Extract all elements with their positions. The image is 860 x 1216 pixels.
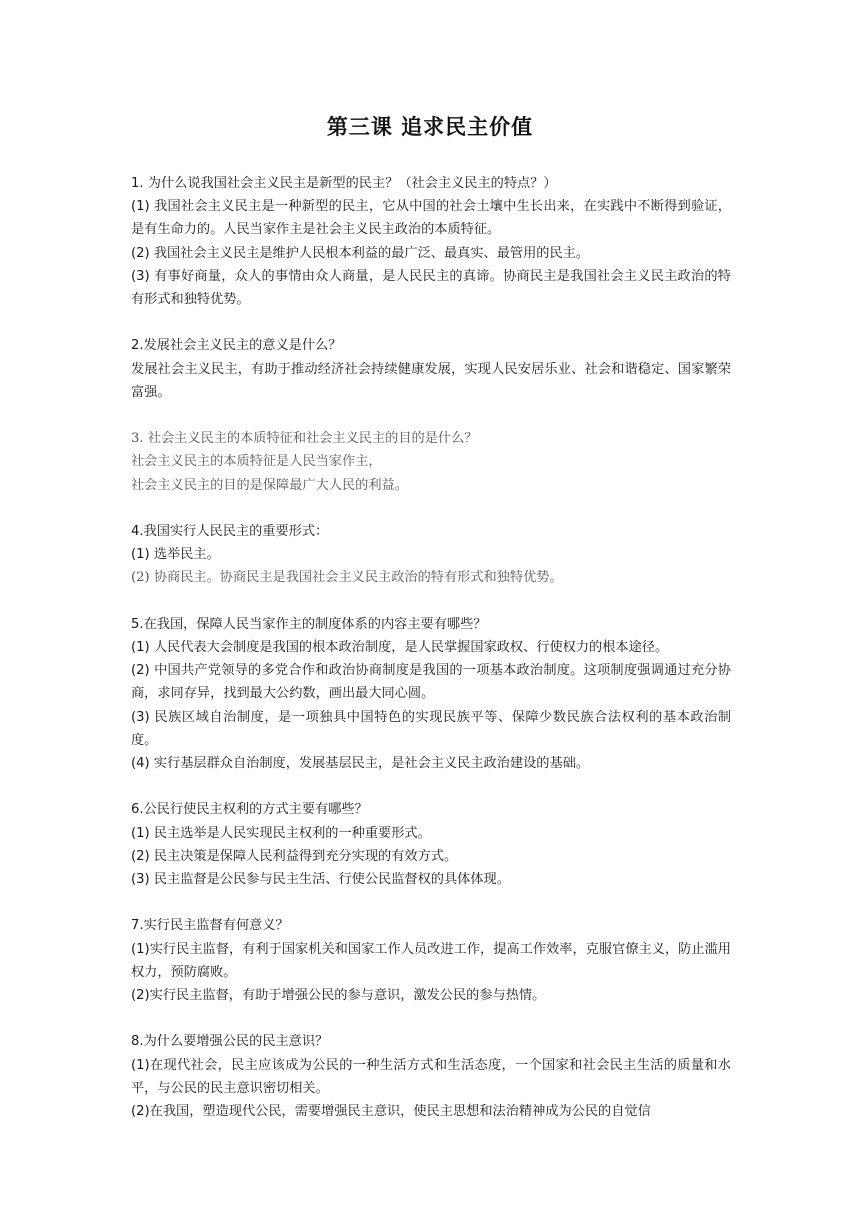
- section-6: [131, 798, 731, 891]
- answer-1-3: (3) 有事好商量，众人的事情由众人商量，是人民民主的真谛。协商民主是我国社会主义民主政治的特有形式和独特优势。: [131, 268, 731, 308]
- answer-4-1: (1) 选举民主。: [131, 547, 220, 563]
- answer-3-2: 社会主义民主的目的是保障最广大人民的利益。: [131, 477, 408, 493]
- question-2: 2.发展社会主义民主的意义是什么？: [131, 338, 342, 354]
- answer-6-1: (1) 民主选举是人民实现民主权利的一种重要形式。: [131, 825, 431, 841]
- question-3: 3. 社会主义民主的本质特征和社会主义民主的目的是什么？: [131, 431, 478, 447]
- answer-6-2: (2) 民主决策是保障人民利益得到充分实现的有效方式。: [131, 848, 458, 864]
- section-4: [131, 520, 731, 590]
- section-1: [131, 172, 731, 311]
- answer-1-1: (1) 我国社会主义民主是一种新型的民主，它从中国的社会土壤中生长出来，在实践中不断得到验证，是有生命力的。人民当家作主是社会主义民主政治的本质特征。: [131, 199, 731, 238]
- answer-6-3: (3) 民主监督是公民参与民主生活、行使公民监督权的具体体现。: [131, 872, 510, 888]
- answer-7-1: (1)实行民主监督，有利于国家机关和国家工作人员改进工作，提高工作效率，克服官僚主义，防止滥用权力，预防腐败。: [131, 941, 731, 980]
- question-7: 7.实行民主监督有何意义？: [131, 918, 289, 934]
- section-7: [131, 914, 731, 1007]
- answer-4-2: (2) 协商民主。协商民主是我国社会主义民主政治的特有形式和独特优势。: [131, 570, 563, 586]
- answer-5-4: (4) 实行基层群众自治制度，发展基层民主，是社会主义民主政治建设的基础。: [131, 756, 590, 772]
- question-6: 6.公民行使民主权利的方式主要有哪些？: [131, 802, 368, 818]
- document-body: [131, 172, 731, 1146]
- answer-3-1: 社会主义民主的本质特征是人民当家作主，: [131, 454, 382, 470]
- answer-5-2: (2) 中国共产党领导的多党合作和政治协商制度是我国的一项基本政治制度。这项制度强调通过充分协商，求同存异，找到最大公约数，画出最大同心圆。: [131, 663, 731, 702]
- section-8: [131, 1030, 731, 1123]
- answer-1-2: (2) 我国社会主义民主是维护人民根本利益的最广泛、最真实、最管用的民主。: [131, 245, 590, 261]
- answer-7-2: (2)实行民主监督，有助于增强公民的参与意识，激发公民的参与热情。: [131, 988, 546, 1004]
- question-5: 5.在我国，保障人民当家作主的制度体系的内容主要有哪些？: [131, 616, 487, 632]
- page-title: 第三课 追求民主价值: [326, 115, 534, 139]
- section-3: [131, 427, 731, 497]
- question-1: 1. 为什么说我国社会主义民主是新型的民主？（社会主义民主的特点？）: [131, 176, 557, 191]
- answer-8-2: (2)在我国，塑造现代公民，需要增强民主意识，使民主思想和法治精神成为公民的自觉信: [131, 1104, 651, 1120]
- question-8: 8.为什么要增强公民的民主意识？: [131, 1034, 329, 1050]
- answer-5-1: (1) 人民代表大会制度是我国的根本政治制度，是人民掌握国家政权、行使权力的根本途径。: [131, 640, 669, 655]
- answer-2-1: 发展社会主义民主，有助于推动经济社会持续健康发展，实现人民安居乐业、社会和谐稳定、国家繁荣富强。: [131, 361, 731, 400]
- section-5: [131, 613, 731, 775]
- answer-5-3: (3) 民族区域自治制度，是一项独具中国特色的实现民族平等、保障少数民族合法权利的基本政治制度。: [131, 709, 731, 748]
- answer-8-1: (1)在现代社会，民主应该成为公民的一种生活方式和生活态度，一个国家和社会民主生活的质量和水平，与公民的民主意识密切相关。: [131, 1057, 731, 1096]
- question-4: 4.我国实行人民民主的重要形式：: [131, 524, 329, 539]
- section-2: [131, 334, 731, 404]
